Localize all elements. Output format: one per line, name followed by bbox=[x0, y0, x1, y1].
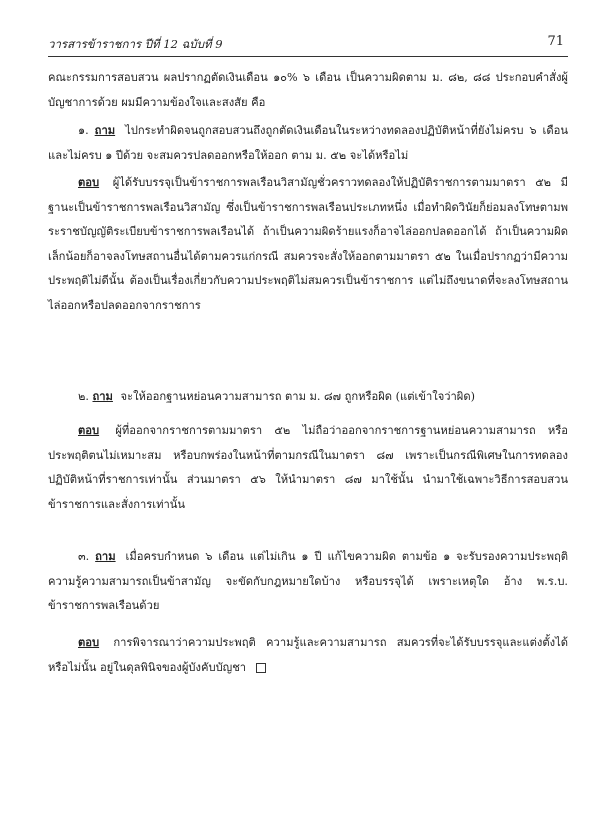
answer-2-text: ผู้ที่ออกจากราชการตามมาตรา ๕๒ ไม่ถือว่าออกจากราชการฐานหย่อนความสามารถ หรือประพฤติตนไม่เหมาะสม หรือบกพร่องในหน้าที่ตามกรณีในมาตรา ๘๗ เพราะเป็นกรณีพิเศษในการทดลองปฏิบัติหน้าที่ราชการเท่านั้น ส่วนมาตรา ๕๖ ให้นำมาตรา ๘๗ มาใช้นั้น นำมาใช้เฉพาะวิธีการสอบสวนข้าราชการและสั่งการเท่านั้น bbox=[48, 424, 568, 511]
question-2-label: ถาม bbox=[92, 389, 113, 403]
answer-3-label: ตอบ bbox=[78, 635, 100, 649]
answer-2-label: ตอบ bbox=[78, 423, 100, 437]
question-1-text: ไปกระทำผิดจนถูกสอบสวนถึงถูกตัดเงินเดือนในระหว่างทดลองปฏิบัติหน้าที่ยังไม่ครบ ๖ เดือน และไม่ครบ ๑ ปีด้วย จะสมควรปลดออกหรือให้ออก ตาม ม. ๕๒ จะได้หรือไม่ bbox=[48, 124, 568, 162]
question-2 bbox=[48, 384, 568, 410]
running-header bbox=[48, 36, 568, 57]
question-1-label: ถาม bbox=[94, 123, 116, 137]
question-2-number: ๒. bbox=[78, 390, 89, 403]
question-3-number: ๓. bbox=[78, 550, 90, 563]
question-3-text: เมื่อครบกำหนด ๖ เดือน แต่ไม่เกิน ๑ ปี แก้ไขความผิด ตามข้อ ๑ จะรับรองความประพฤติความรู้ความสามารถเป็นข้าสามัญ จะขัดกับกฎหมายใดบ้าง หรือบรรจุได้ เพราะเหตุใด อ้าง พ.ร.บ. ข้าราชการพลเรือนด้วย bbox=[48, 550, 568, 612]
answer-3 bbox=[48, 630, 568, 680]
intro-text: คณะกรรมการสอบสวน ผลปรากฏตัดเงินเดือน ๑๐% ๖ เดือน เป็นความผิดตาม ม. ๘๒, ๘๘ ประกอบคำสั่งผู้บัญชาการด้วย ผมมีความข้องใจและสงสัย คือ bbox=[48, 71, 568, 109]
question-3-label: ถาม bbox=[95, 549, 116, 563]
answer-3-text: การพิจารณาว่าความประพฤติ ความรู้และความสามารถ สมควรที่จะได้รับบรรจุและแต่งตั้งได้หรือไม่นั้น อยู่ในดุลพินิจของผู้บังคับบัญชา bbox=[48, 636, 568, 674]
answer-2 bbox=[48, 418, 568, 517]
intro-paragraph bbox=[48, 66, 568, 115]
journal-title: วารสารข้าราชการ ปีที่ 12 ฉบับที่ 9 bbox=[48, 37, 223, 51]
page-number: 71 bbox=[547, 34, 564, 49]
answer-1 bbox=[48, 170, 568, 318]
answer-1-label: ตอบ bbox=[78, 175, 100, 189]
question-3 bbox=[48, 544, 568, 619]
end-mark-icon bbox=[256, 663, 266, 673]
answer-1-text: ผู้ได้รับบรรจุเป็นข้าราชการพลเรือนวิสามัญชั่วคราวทดลองให้ปฏิบัติราชการตามมาตรา ๕๒ มีฐานะเป็นข้าราชการพลเรือนวิสามัญ ซึ่งเป็นข้าราชการพลเรือนประเภทหนึ่ง เมื่อทำผิดวินัยก็ย่อมลงโทษตามพระราชบัญญัติระเบียบข้าราชการพลเรือนได้ ถ้าเป็นความผิดร้ายแรงก็อาจไล่ออกปลดออกได้ ถ้าเป็นความผิดเล็กน้อยก็อาจลงโทษสถานอื่นได้ตามควรแก่กรณี สมควรจะสั่งให้ออกตามมาตรา ๕๒ ในเมื่อปรากฏว่ามีความประพฤติไม่ดีนั้น ต้องเป็นเรื่องเกี่ยวกับความประพฤติไม่สมควรเป็นข้าราชการ แต่ไม่ถึงขนาดที่จะลงโทษสถานไล่ออกหรือปลดออกจากราชการ bbox=[48, 176, 568, 312]
question-2-text: จะให้ออกฐานหย่อนความสามารถ ตาม ม. ๘๗ ถูกหรือผิด (แต่เข้าใจว่าผิด) bbox=[120, 390, 475, 403]
question-1 bbox=[48, 118, 568, 168]
question-1-number: ๑. bbox=[78, 124, 89, 137]
